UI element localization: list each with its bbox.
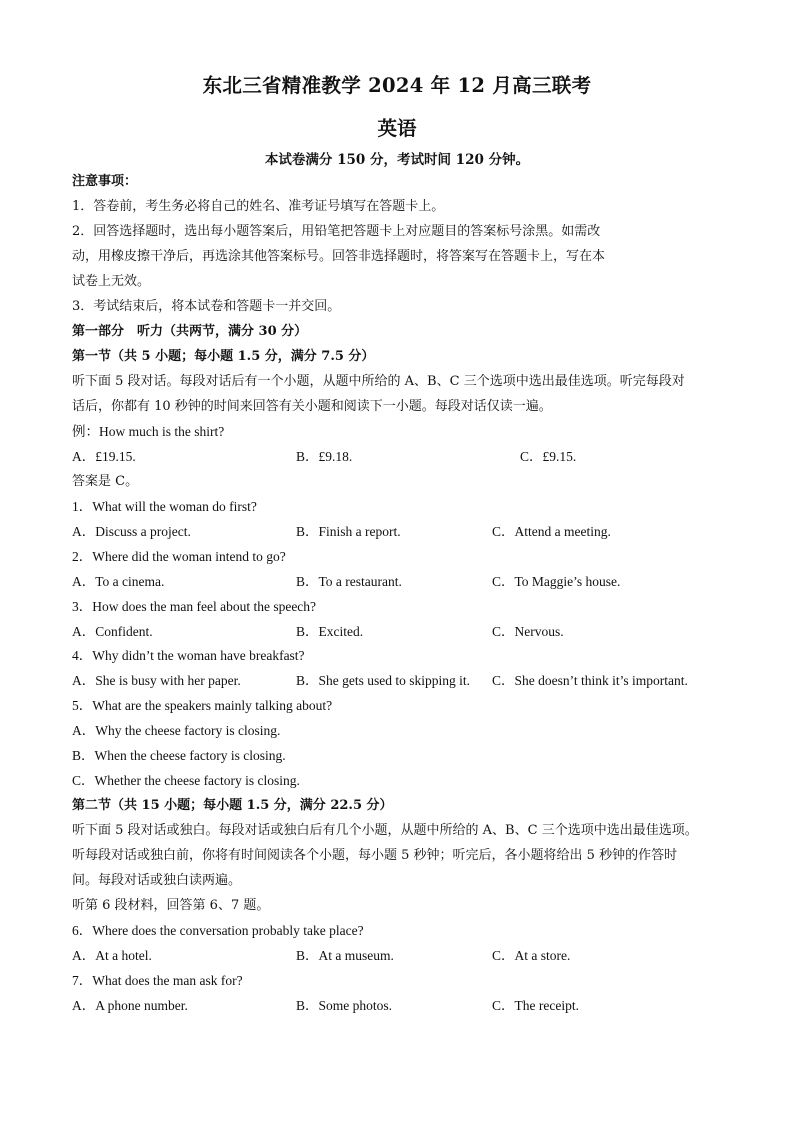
section1-instructions-line-2: 话后，你都有 10 秒钟的时间来回答有关小题和阅读下一小题。每段对话仅读一遍。 [72,399,552,414]
question-6-option-a: A．At a hotel. [72,948,152,963]
question-1-option-b: B．Finish a report. [296,524,401,539]
question-2-option-c: C．To Maggie’s house. [492,574,621,589]
question-7-option-a: A．A phone number. [72,998,188,1013]
example-option-c: C．£9.15. [520,449,577,464]
note-item-2-line-2: 动，用橡皮擦干净后，再选涂其他答案标号。回答非选择题时，将答案写在答题卡上，写在本 [72,249,606,264]
question-7-option-c: C．The receipt. [492,998,579,1013]
example-question: 例：How much is the shirt? [72,424,225,439]
question-1-option-a: A．Discuss a project. [72,524,191,539]
question-6: 6．Where does the conversation probably take place? [72,923,364,938]
note-item-1: 1．答卷前，考生务必将自己的姓名、准考证号填写在答题卡上。 [72,199,445,214]
question-3: 3．How does the man feel about the speech? [72,599,317,614]
question-2-option-b: B．To a restaurant. [296,574,402,589]
example-option-a: A．£19.15. [72,449,136,464]
question-4-option-b: B．She gets used to skipping it. [296,673,471,688]
question-6-option-c: C．At a store. [492,948,571,963]
exam-title: 东北三省精准教学 2024 年 12 月高三联考 [202,74,592,97]
part1-heading: 第一部分 听力（共两节，满分 30 分） [72,324,308,339]
question-2: 2．Where did the woman intend to go? [72,549,286,564]
section1-heading: 第一节（共 5 小题；每小题 1.5 分，满分 7.5 分） [72,349,375,364]
question-5-option-c: C．Whether the cheese factory is closing. [72,773,300,788]
question-4-option-c: C．She doesn’t think it’s important. [492,673,688,688]
exam-info: 本试卷满分 150 分，考试时间 120 分钟。 [264,152,530,168]
section1-instructions-line-1: 听下面 5 段对话。每段对话后有一个小题，从题中所给的 A、B、C 三个选项中选出最佳选项。听完每段对 [72,374,685,389]
question-5-option-a: A．Why the cheese factory is closing. [72,723,281,738]
question-6-option-b: B．At a museum. [296,948,394,963]
notes-heading: 注意事项： [72,174,138,189]
note-item-3: 3．考试结束后，将本试卷和答题卡一并交回。 [72,299,341,314]
question-2-option-a: A．To a cinema. [72,574,165,589]
section2-instructions-line-1: 听下面 5 段对话或独白。每段对话或独白后有几个小题，从题中所给的 A、B、C 三个选项中选出最佳选项。 [72,823,698,838]
section2-instructions-line-2: 听每段对话或独白前，你将有时间阅读各个小题，每小题 5 秒钟；听完后，各小题将给出 5 秒钟的作答时 [72,848,678,863]
note-item-2-line-1: 2．回答选择题时，选出每小题答案后，用铅笔把答题卡上对应题目的答案标号涂黑。如需改 [72,224,601,239]
material-6-note: 听第 6 段材料，回答第 6、7 题。 [72,898,270,913]
question-1-option-c: C．Attend a meeting. [492,524,611,539]
question-7: 7．What does the man ask for? [72,973,243,988]
question-1: 1．What will the woman do first? [72,499,257,514]
section2-instructions-line-3: 间。每段对话或独白读两遍。 [72,873,242,888]
example-option-b: B．£9.18. [296,449,353,464]
example-answer: 答案是 C。 [72,474,139,489]
question-4: 4．Why didn’t the woman have breakfast? [72,648,305,663]
question-5: 5．What are the speakers mainly talking about? [72,698,333,713]
question-4-option-a: A．She is busy with her paper. [72,673,241,688]
subject-title: 英语 [377,117,417,140]
question-5-option-b: B．When the cheese factory is closing. [72,748,286,763]
question-7-option-b: B．Some photos. [296,998,393,1013]
section2-heading: 第二节（共 15 小题；每小题 1.5 分，满分 22.5 分） [72,798,393,813]
question-3-option-c: C．Nervous. [492,624,564,639]
note-item-2-line-3: 试卷上无效。 [72,274,151,289]
question-3-option-a: A．Confident. [72,624,153,639]
question-3-option-b: B．Excited. [296,624,364,639]
